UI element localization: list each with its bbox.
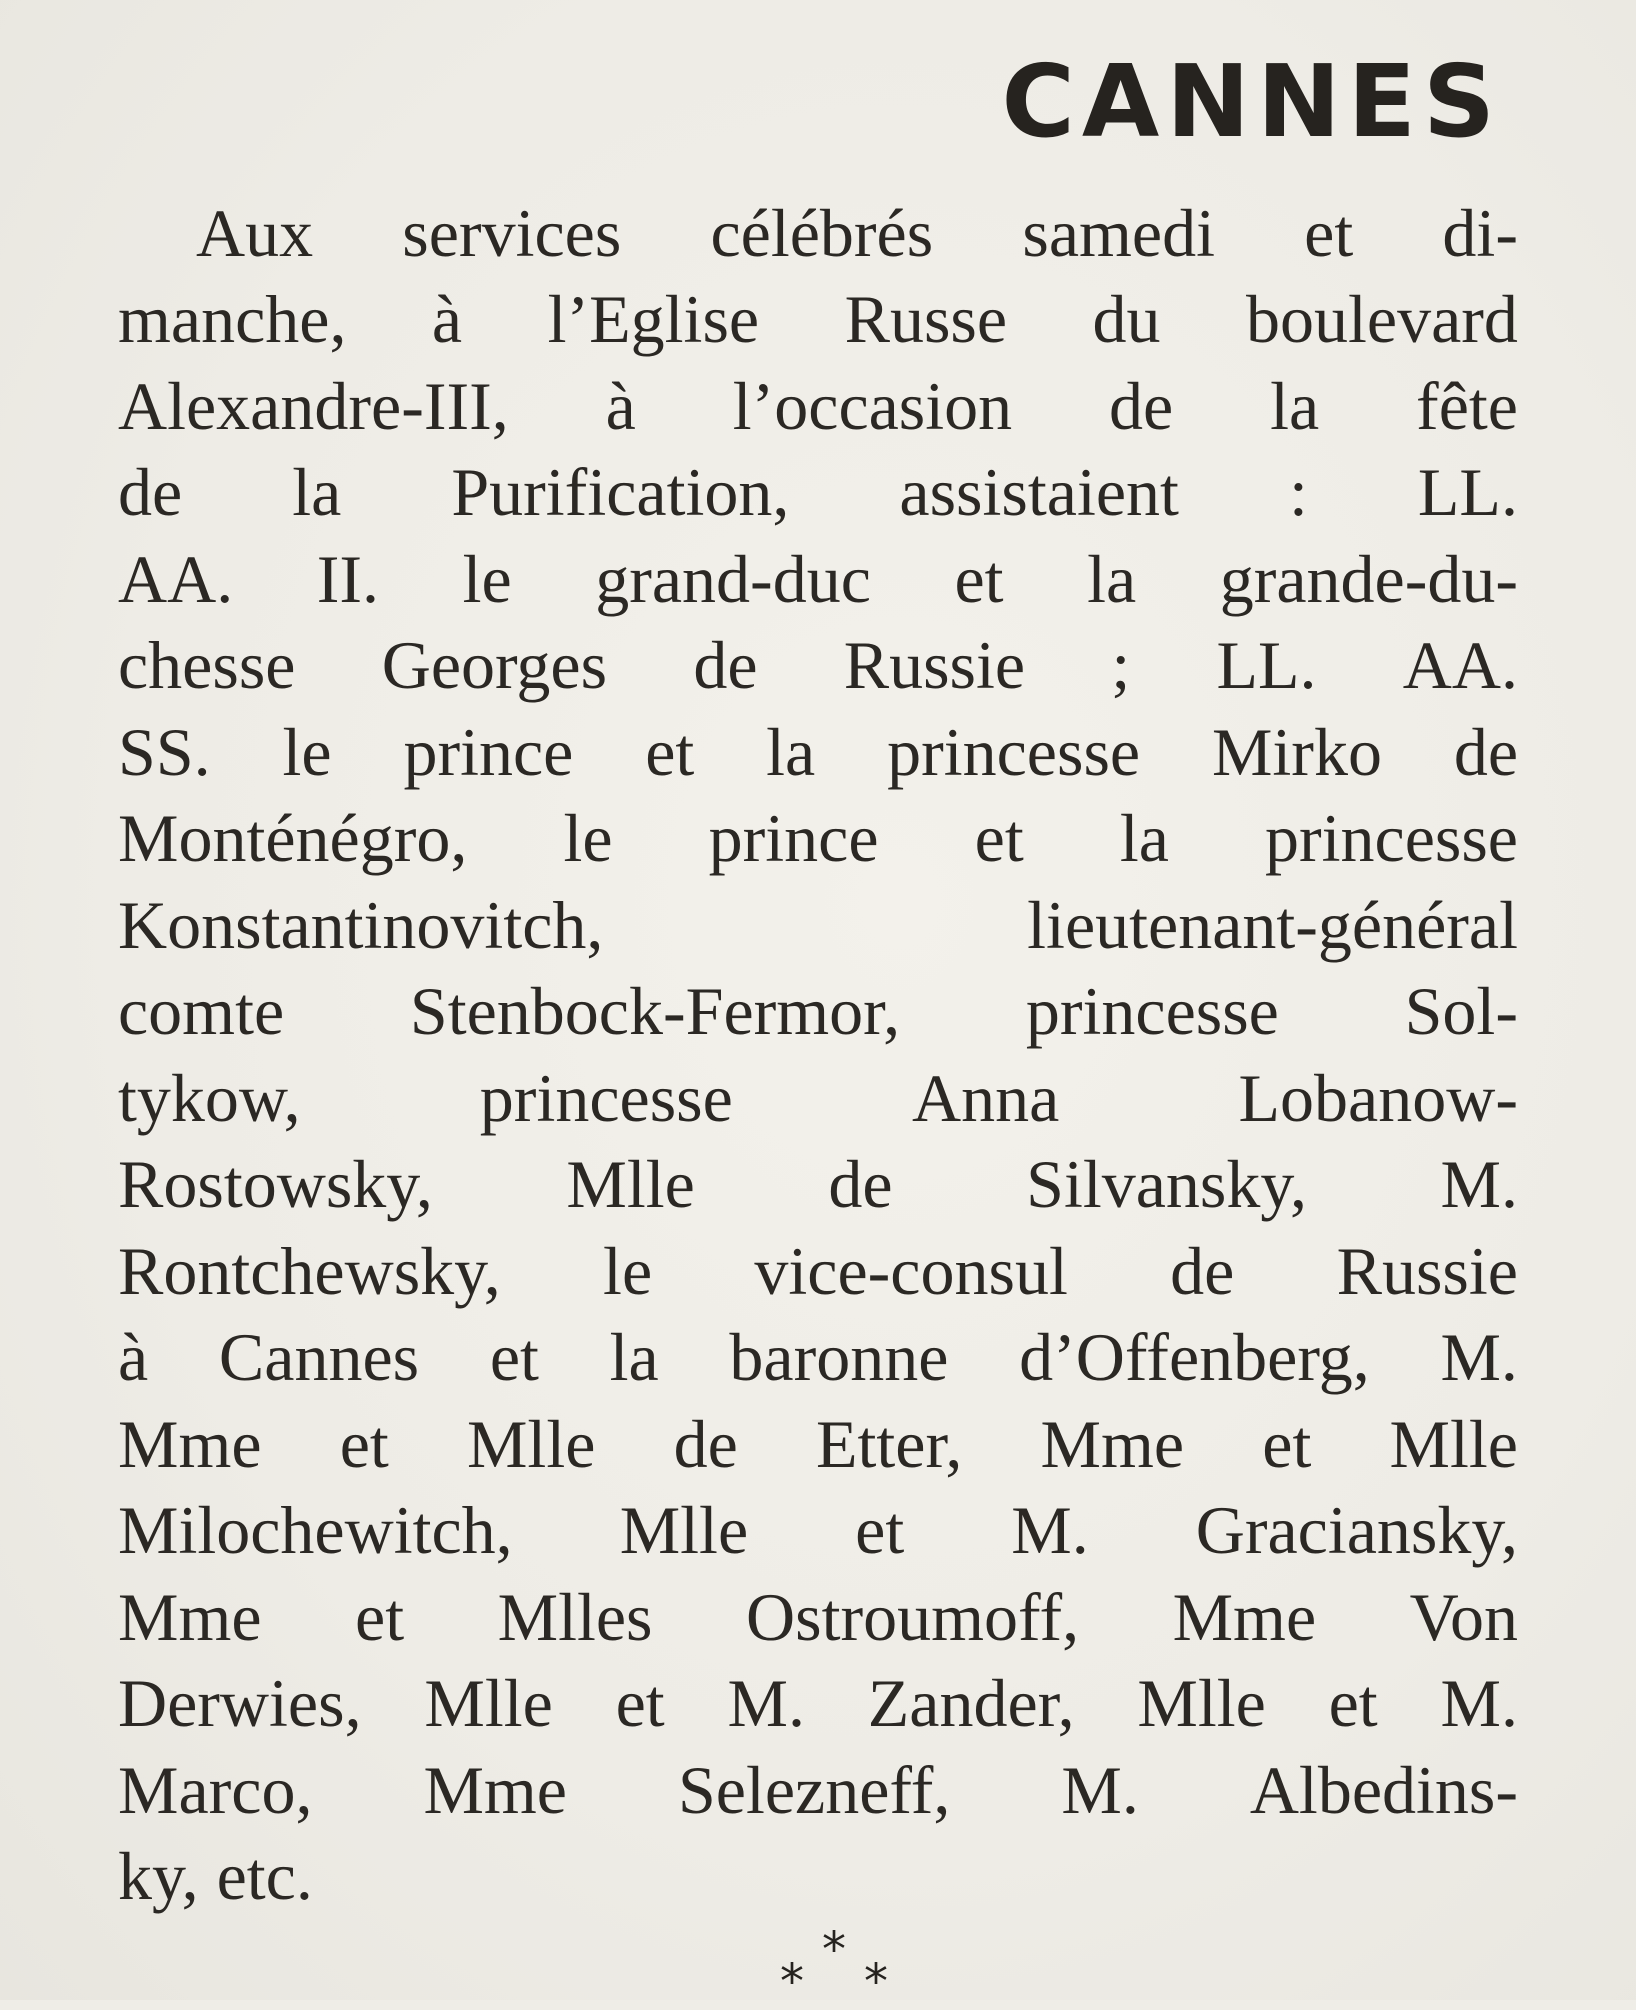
article-line	[118, 1228, 1518, 1315]
article-word: AA.	[1402, 627, 1518, 704]
article-line	[118, 882, 1518, 969]
article-word: ;	[1111, 627, 1131, 704]
article-word: Ostroumoff,	[746, 1578, 1080, 1655]
article-word: Silvansky,	[1026, 1146, 1307, 1223]
article-word: Mirko	[1211, 713, 1382, 790]
article-word: et	[1328, 1665, 1378, 1742]
article-word: Cannes	[218, 1319, 420, 1396]
article-word: la	[292, 454, 342, 531]
article-word: Mlle	[566, 1146, 695, 1223]
article-word: M.	[1011, 1492, 1089, 1569]
article-word: Rontchewsky,	[118, 1232, 501, 1309]
article-word: LL.	[1216, 627, 1317, 704]
article-word: et	[974, 800, 1024, 877]
article-word: à	[431, 281, 463, 358]
article-word: Von	[1409, 1578, 1518, 1655]
article-word: Konstantinovitch,	[118, 886, 604, 963]
article-word: le	[603, 1232, 653, 1309]
article-word: la	[1119, 800, 1169, 877]
article-word: Russe	[844, 281, 1008, 358]
article-word: services	[402, 194, 622, 271]
article-word: tykow,	[118, 1059, 301, 1136]
article-word: Mme	[1040, 1405, 1185, 1482]
article-word: Purification,	[451, 454, 790, 531]
article-word: M.	[1440, 1146, 1518, 1223]
article-word: de	[828, 1146, 893, 1223]
article-word: et	[1304, 194, 1354, 271]
article-word: Stenbock-Fermor,	[409, 973, 901, 1050]
article-word: l’occasion	[732, 367, 1013, 444]
article-word: de	[118, 454, 183, 531]
article-word: d’Offenberg,	[1019, 1319, 1370, 1396]
article-word: SS.	[118, 713, 211, 790]
article-word: la	[766, 713, 816, 790]
article-word: et	[489, 1319, 539, 1396]
article-word: M.	[1440, 1319, 1518, 1396]
article-word: Georges	[381, 627, 608, 704]
article-word: à	[118, 1319, 149, 1396]
article-line	[118, 1401, 1518, 1488]
article-word: de	[1453, 713, 1518, 790]
article-line	[118, 363, 1518, 450]
article-word: et	[1262, 1405, 1312, 1482]
article-word: le	[563, 800, 613, 877]
article-word: boulevard	[1246, 281, 1518, 358]
article-word: Zander,	[867, 1665, 1075, 1742]
article-word: baronne	[729, 1319, 949, 1396]
article-line	[118, 1142, 1518, 1229]
article-word: di-	[1442, 194, 1518, 271]
article-word: II.	[316, 540, 380, 617]
article-word: et	[355, 1578, 405, 1655]
article-word: le	[282, 713, 332, 790]
article-line	[118, 536, 1518, 623]
article-word: Mme	[118, 1405, 262, 1482]
article-word: lieutenant-général	[1027, 886, 1518, 963]
section-heading: CANNES	[1001, 43, 1502, 160]
article-line	[118, 1661, 1518, 1748]
article-word: Rostowsky,	[118, 1146, 433, 1223]
article-word: samedi	[1022, 194, 1215, 271]
article-word: princesse	[1264, 800, 1518, 877]
asterism-star: *	[822, 1922, 846, 1978]
article-word: à	[605, 367, 636, 444]
article-word: célébrés	[710, 194, 934, 271]
article-word: Mlle	[1389, 1405, 1518, 1482]
article-word: Graciansky,	[1195, 1492, 1518, 1569]
article-line	[118, 190, 1518, 277]
article-word: et	[855, 1492, 905, 1569]
article-line	[118, 1055, 1518, 1142]
article-word: Milochewitch,	[118, 1492, 513, 1569]
article-line	[118, 796, 1518, 883]
article-word: et	[615, 1665, 665, 1742]
article-word: chesse	[118, 627, 296, 704]
article-body	[118, 190, 1518, 1920]
article-word: ky,	[118, 1838, 199, 1915]
article-line	[118, 277, 1518, 364]
article-word: Mme	[1172, 1578, 1317, 1655]
article-word: Russie	[1336, 1232, 1518, 1309]
article-word: de	[673, 1405, 738, 1482]
asterism-separator	[770, 1922, 910, 2010]
article-word: LL.	[1417, 454, 1518, 531]
article-line	[118, 969, 1518, 1056]
asterism-star: *	[780, 1954, 804, 2010]
article-word: Mme	[423, 1751, 567, 1828]
article-word: princesse	[1025, 973, 1279, 1050]
article-word: Etter,	[815, 1405, 963, 1482]
article-line	[118, 709, 1518, 796]
article-word: Mlles	[497, 1578, 653, 1655]
article-line	[118, 1747, 1518, 1834]
article-word: princesse	[479, 1059, 733, 1136]
article-word: Selezneff,	[677, 1751, 951, 1828]
article-word: prince	[403, 713, 574, 790]
article-word: la	[609, 1319, 659, 1396]
article-word: princesse	[887, 713, 1141, 790]
article-word: Sol-	[1404, 973, 1518, 1050]
article-word: de	[1109, 367, 1174, 444]
article-word: Mlle	[1137, 1665, 1266, 1742]
article-word: grand-duc	[595, 540, 871, 617]
article-word: de	[1170, 1232, 1235, 1309]
article-word: M.	[1440, 1665, 1518, 1742]
article-line	[118, 1574, 1518, 1661]
article-word: de	[693, 627, 758, 704]
article-word: Mme	[118, 1578, 262, 1655]
article-word: M.	[727, 1665, 805, 1742]
article-word: assistaient	[899, 454, 1179, 531]
article-line	[118, 1834, 1518, 1921]
article-word: vice-consul	[754, 1232, 1068, 1309]
article-word: Monténégro,	[118, 800, 468, 877]
article-word: et	[645, 713, 695, 790]
article-word: manche,	[118, 281, 347, 358]
article-word: AA.	[118, 540, 234, 617]
article-word: Albedins-	[1249, 1751, 1518, 1828]
article-word: l’Eglise	[547, 281, 760, 358]
article-word: le	[462, 540, 512, 617]
article-word: Russie	[843, 627, 1026, 704]
article-word: grande-du-	[1219, 540, 1518, 617]
article-word: Derwies,	[118, 1665, 362, 1742]
article-line	[118, 450, 1518, 537]
article-word: Mlle	[466, 1405, 596, 1482]
article-word: la	[1087, 540, 1137, 617]
article-word: du	[1092, 281, 1161, 358]
article-word: Lobanow-	[1238, 1059, 1518, 1136]
article-line	[118, 1315, 1518, 1402]
article-word: la	[1270, 367, 1320, 444]
article-word: et	[339, 1405, 389, 1482]
article-word: M.	[1061, 1751, 1139, 1828]
article-word: comte	[118, 973, 285, 1050]
article-word: Aux	[196, 194, 314, 271]
article-word: prince	[708, 800, 879, 877]
article-word: etc.	[216, 1838, 313, 1915]
article-word: Mlle	[619, 1492, 749, 1569]
article-word: :	[1288, 454, 1308, 531]
article-word: Anna	[912, 1059, 1060, 1136]
article-word: Alexandre-III,	[118, 367, 509, 444]
article-word: Marco,	[118, 1751, 313, 1828]
article-line	[118, 1488, 1518, 1575]
asterism-star: *	[864, 1954, 888, 2010]
article-word: fête	[1416, 367, 1518, 444]
article-word: Mlle	[424, 1665, 553, 1742]
article-word: et	[954, 540, 1004, 617]
article-line	[118, 623, 1518, 710]
